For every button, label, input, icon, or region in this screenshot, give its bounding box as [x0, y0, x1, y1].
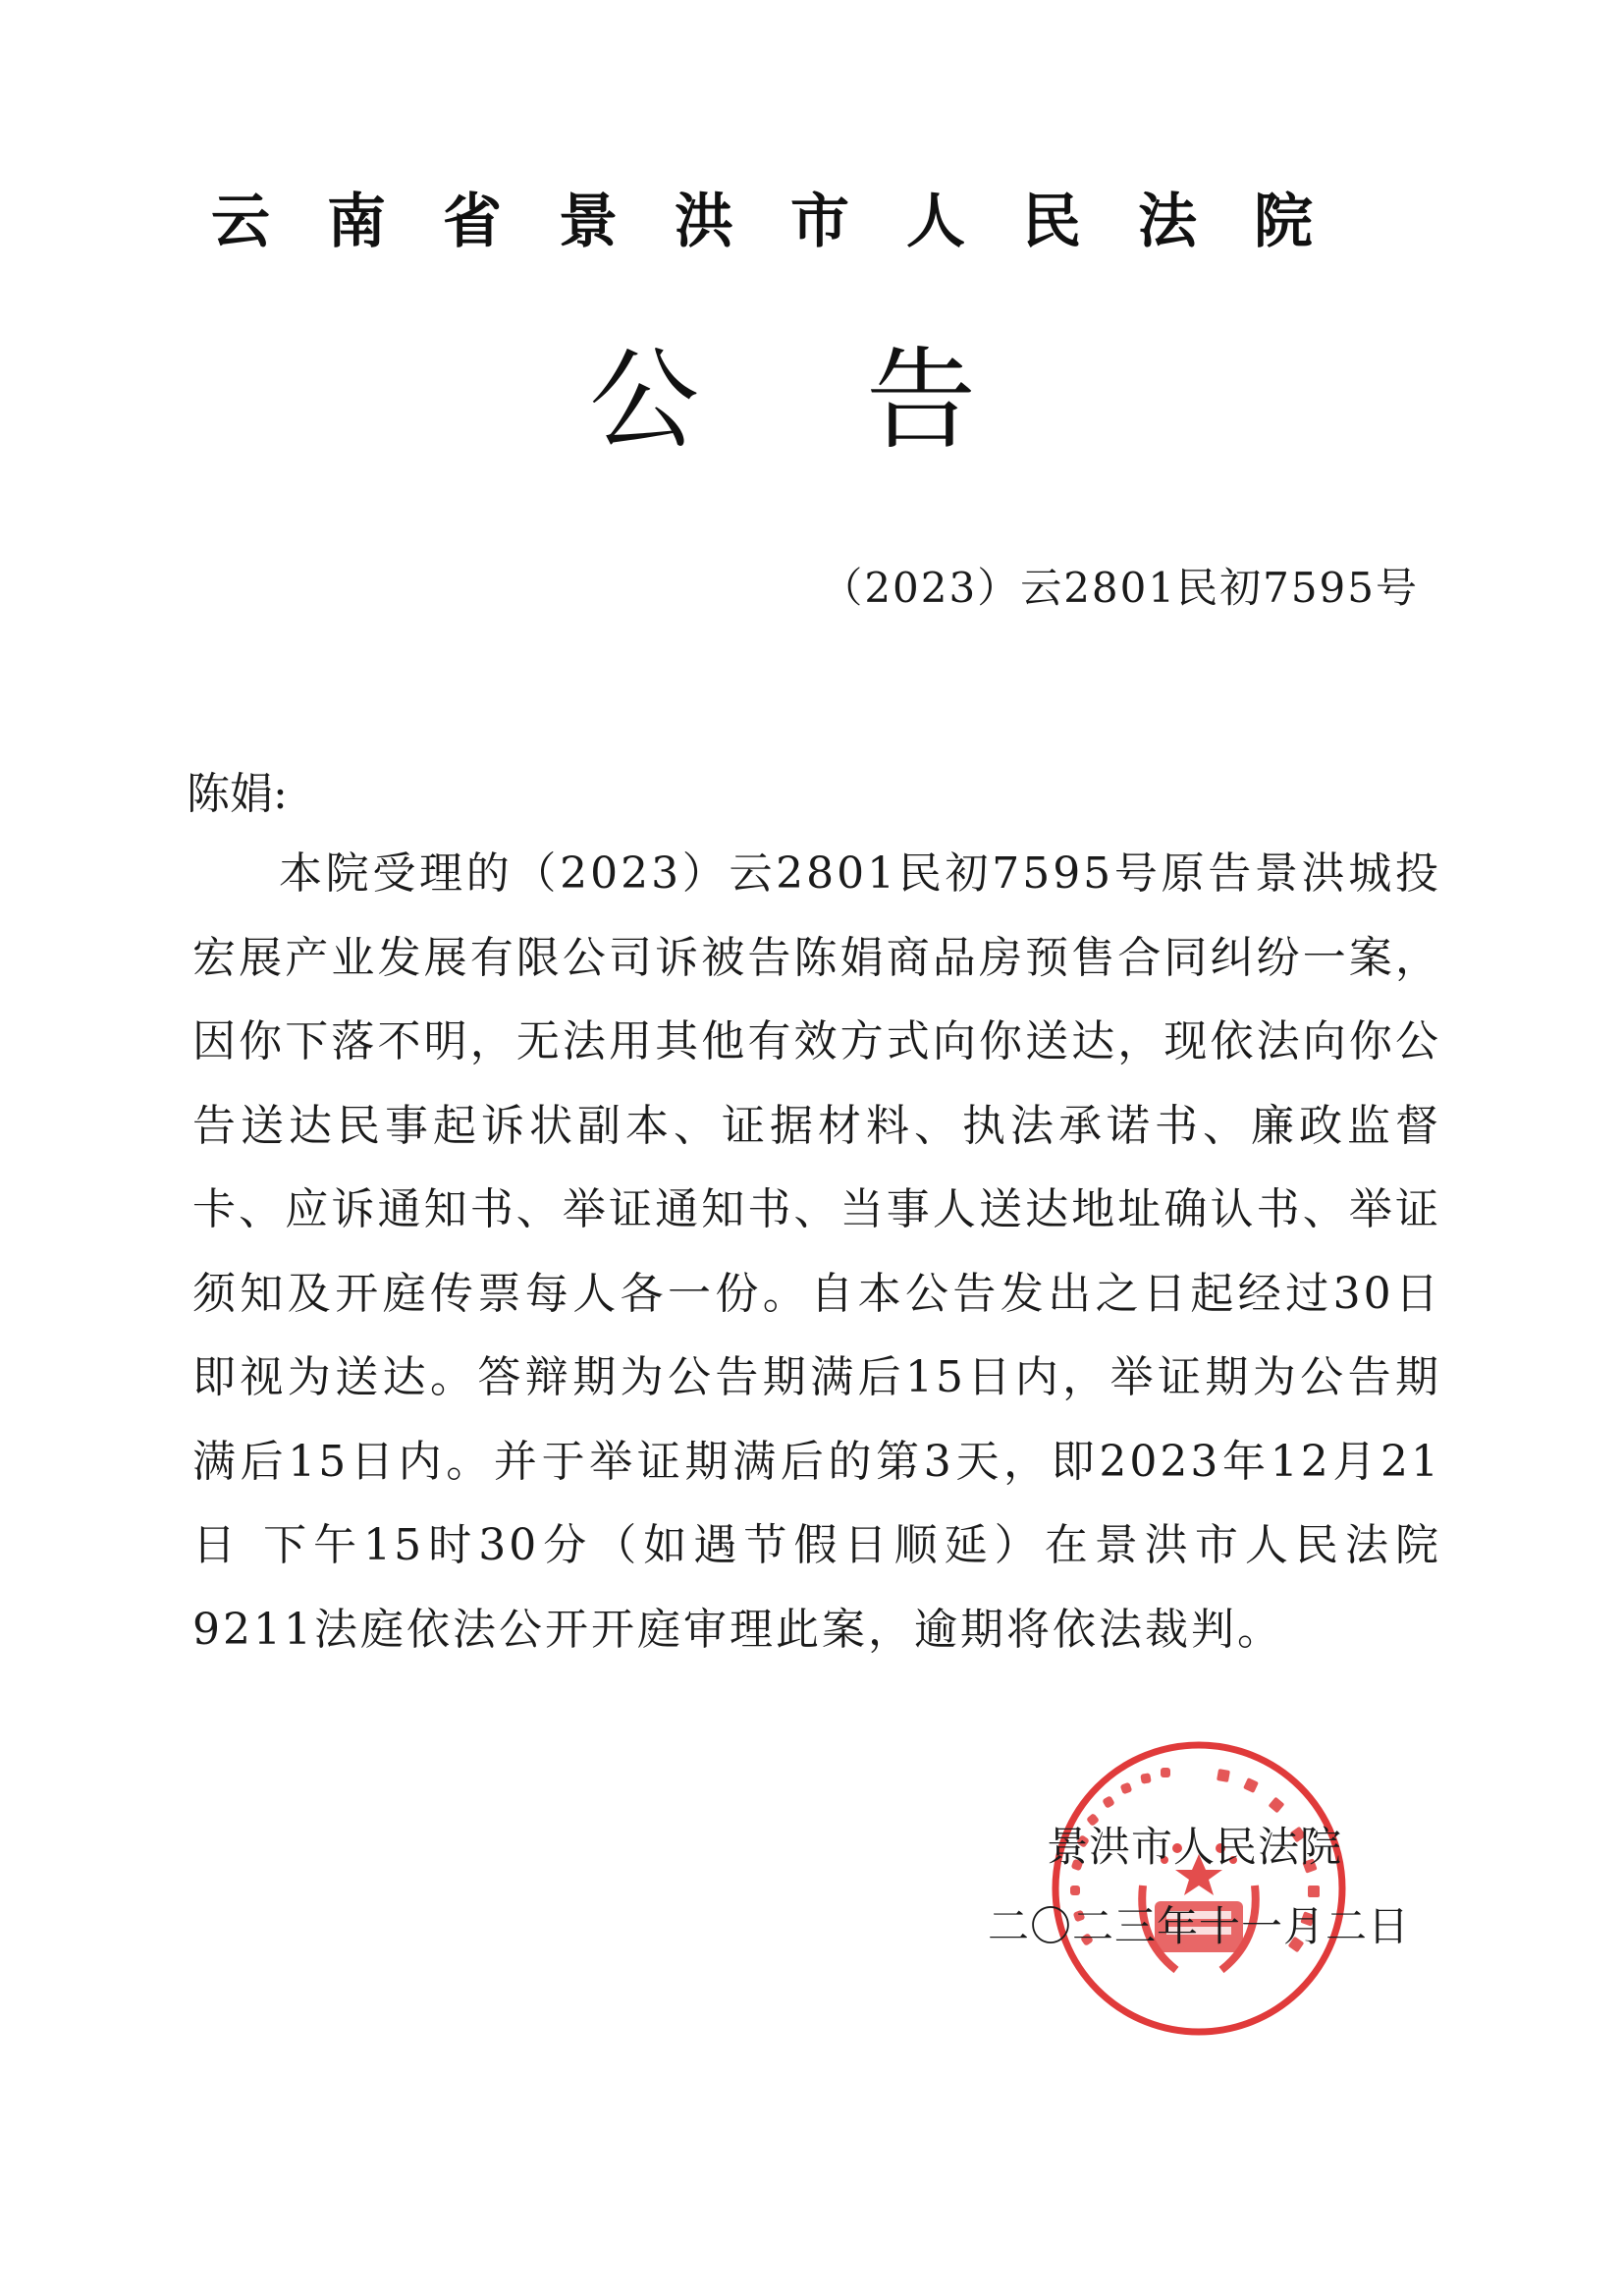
- seal-outer-ring: [1055, 1745, 1342, 2032]
- signature-court: 景洪市人民法院: [1047, 1823, 1343, 1871]
- notice-body: 本院受理的（2023）云2801民初7595号原告景洪城投宏展产业发展有限公司诉被告陈娟商品房预售合同纠纷一案，因你下落不明，无法用其他有效方式向你送达，现依法向你公告送达民事起诉状副本、证据材料、执法承诺书、廉政监督卡、应诉通知书、举证通知书、当事人送达地址确认书、举证须知及开庭传票每人各一份。自本公告发出之日起经过30日即视为送达。答辩期为公告期满后15日内，举证期为公告期满后15日内。并于举证期满后的第3天，即2023年12月21日 下午15时30分（如遇节假日顺延）在景洪市人民法院9211法庭依法公开开庭审理此案，逾期将依法裁判。: [192, 848, 1441, 1655]
- addressee: 陈娟:: [187, 769, 288, 819]
- case-number: （2023）云2801民初7595号: [821, 564, 1419, 612]
- signature-date: 二〇二三年十一月二日: [988, 1902, 1411, 1950]
- notice-title: 公告: [589, 337, 1143, 465]
- court-seal-icon: [1049, 1738, 1349, 2039]
- court-name-heading: 云南省景洪市人民法院: [211, 188, 1370, 256]
